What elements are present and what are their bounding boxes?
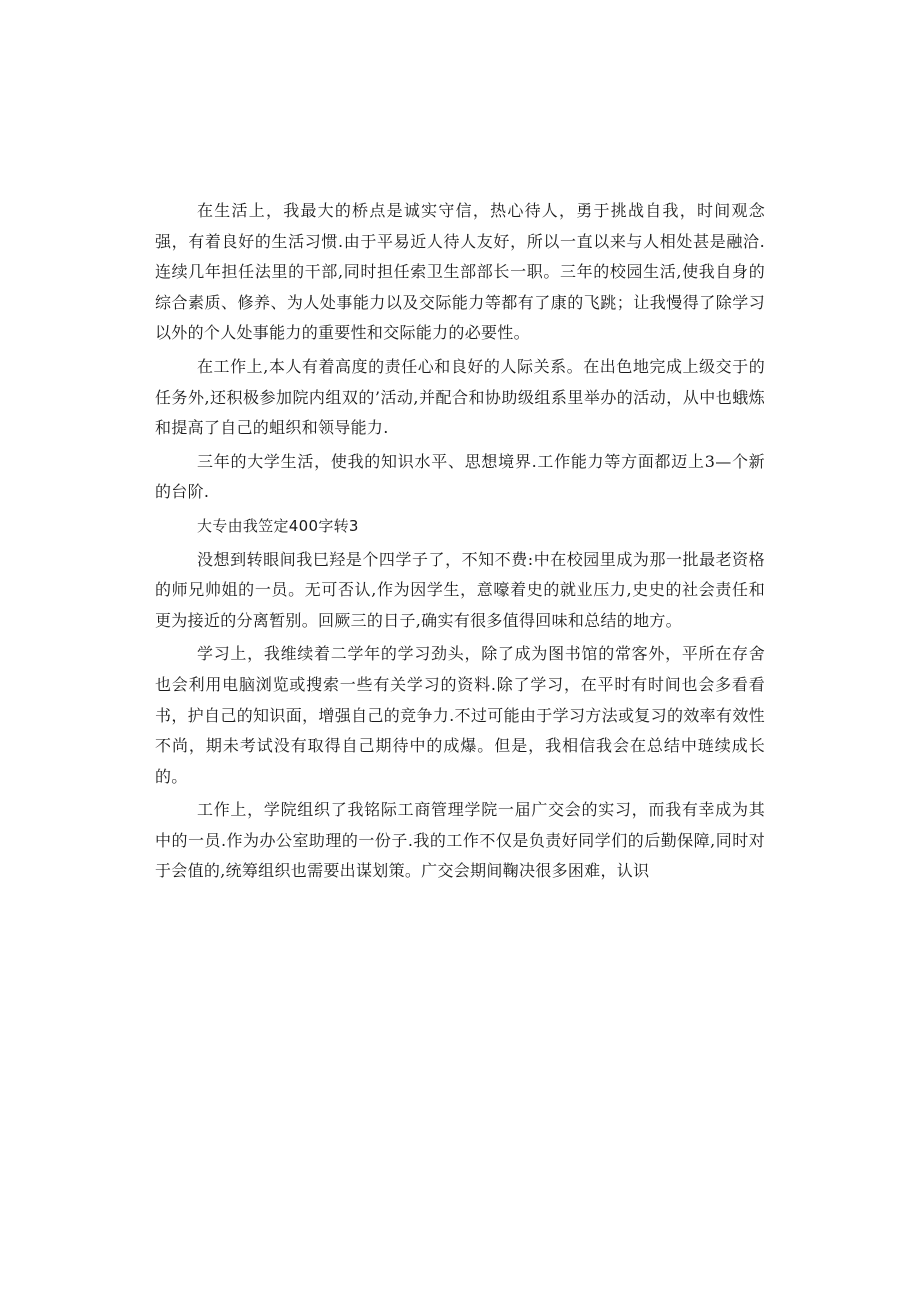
paragraph-life: 在生活上，我最大的桥点是诚实守信，热心待人，勇于挑战自我，时间观念强，有着良好的生活习惯.由于平易近人待人友好，所以一直以来与人相处甚是融洽.连续几年担任法里的干部,同时担任索卫生部部长一职。三年的校园生活,使我自身的综合素质、修养、为人处事能力以及交际能力等都有了康的飞跳；让我慢得了除学习以外的个人处事能力的重要性和交际能力的必要性。 [155,201,765,343]
paragraph-work: 在工作上,本人有着高度的责任心和良好的人际关系。在出色地完成上级交于的任务外,还积极参加院内组双的’活动,并配合和协助级组系里举办的活动，从中也蛾炼和提高了自己的蛆织和领导能力. [155,356,765,438]
section-heading: 大专由我笠定400字转3 [197,516,359,535]
paragraph-job: 工作上，学院组织了我铭际工商管理学院一届广交会的实习，而我有幸成为其中的一员.作为办公室助理的一份子.我的工作不仅是负责好同学们的后勤保障,同时对于会值的,统筹组织也需要出谋划策。广交会期间鞠决很多困难，认识 [155,800,765,881]
paragraph-intro: 没想到转眼间我巳羟是个四学子了，不知不费:中在校园里成为那一批最老资格的师兄帅姐的一员。无可否认,作为因学生，意嚎着史的就业压力,史史的社会责任和更为接近的分离暂别。回厥三的日子,确实有很多值得回味和总结的地方。 [155,549,765,630]
paragraph-study: 学习上，我维续着二学年的学习劲头，除了成为图书馆的常客外，平所在存舍也会利用电脑浏览或搜索一些有关学习的资料.除了学习，在平时有时间也会多看看书，护自己的知识面，增强自己的竞争力.不过可能由于学习方法或复习的效率有效性不尚，期未考试没有取得自己期待中的成爆。但是，我相信我会在总结中琏续成长的。 [155,644,765,786]
document-body [155,196,765,887]
paragraph-summary: 三年的大学生活，使我的知识水平、思想境界.工作能力等方面都迈上3—个新的台阶. [155,451,765,502]
